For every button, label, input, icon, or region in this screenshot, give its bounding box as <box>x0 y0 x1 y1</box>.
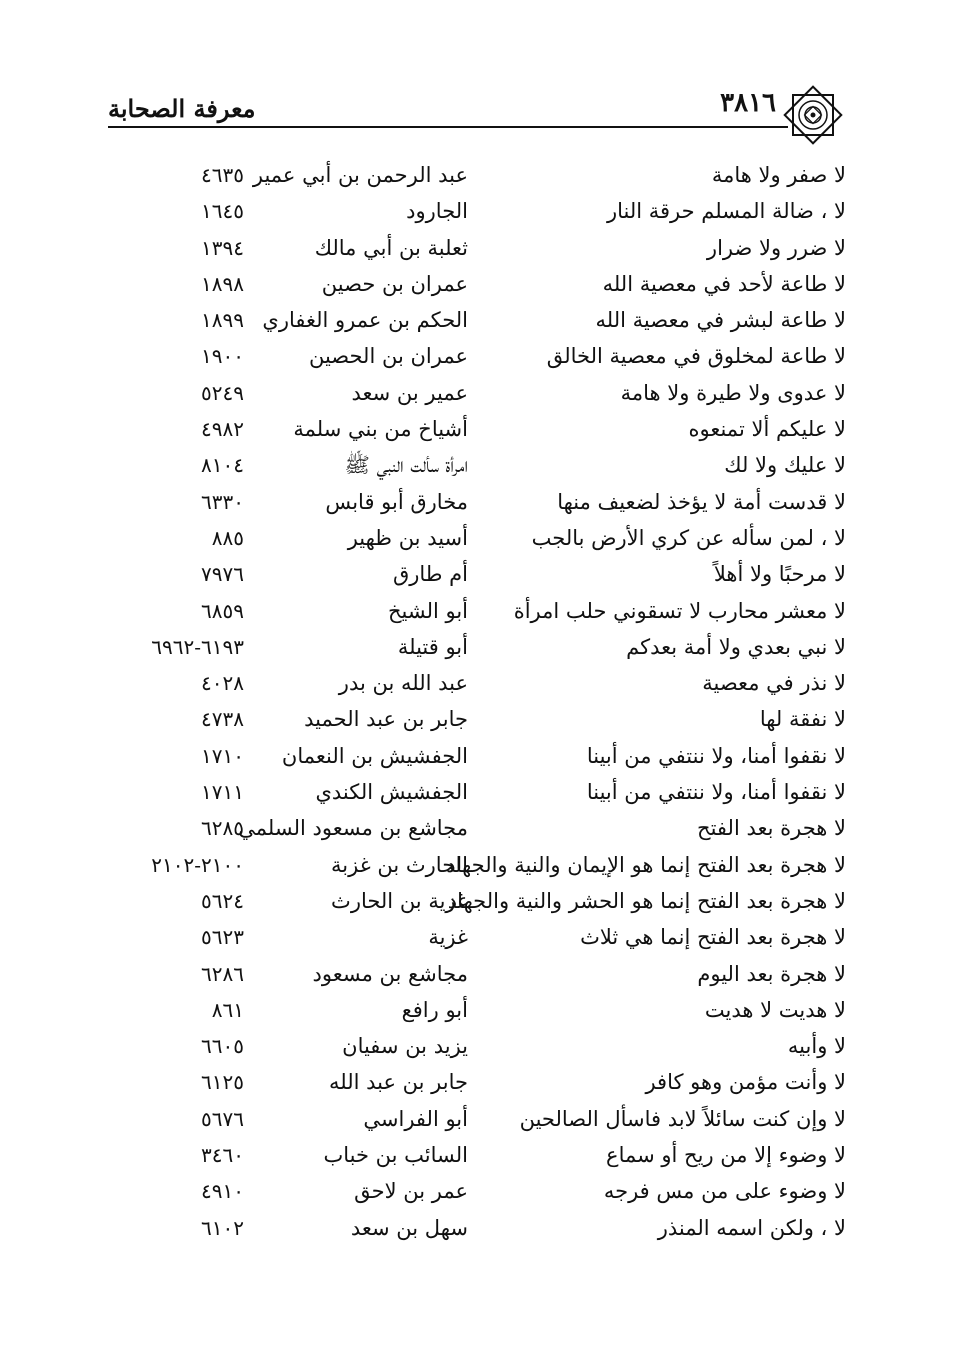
index-row <box>0 194 962 230</box>
index-row <box>0 1138 962 1174</box>
hadith-text: لا ، ضالة المسلم حرقة النار <box>606 199 846 224</box>
narrator-name: مجاشع بن مسعود <box>312 961 468 986</box>
index-row <box>0 1029 962 1065</box>
hadith-number: ١٧١١ <box>201 780 244 805</box>
narrator-name: عمير بن سعد <box>351 380 468 405</box>
narrator-name: أم طارق <box>392 562 468 587</box>
page-header <box>0 0 962 140</box>
hadith-text: لا نذر في معصية <box>702 671 846 696</box>
index-row <box>0 521 962 557</box>
hadith-number: ١٨٩٨ <box>201 271 244 296</box>
index-row <box>0 1102 962 1138</box>
hadith-text: لا عليكم ألا تمنعوه <box>688 417 846 442</box>
hadith-text: لا وضوء إلا من ريح أو سماع <box>606 1143 846 1168</box>
hadith-text: لا عدوى ولا طيرة ولا هامة <box>620 380 846 405</box>
hadith-number: ٦١٠٢ <box>201 1215 244 1240</box>
hadith-number: ٤٩١٠ <box>201 1179 244 1204</box>
narrator-name: مجاشع بن مسعود السلمي <box>238 816 468 841</box>
hadith-number: ٤٦٣٥ <box>201 163 244 187</box>
hadith-number: ٨٨٥ <box>211 525 244 550</box>
hadith-text: لا نقفوا أمنا، ولا ننتفي من أبينا <box>586 743 846 768</box>
narrator-name: جابر بن عبد الله <box>328 1070 468 1095</box>
narrator-name: أبو الفراسي <box>363 1106 468 1131</box>
narrator-name: الجارود <box>406 199 468 224</box>
narrator-name: غزية بن الحارث <box>331 888 468 913</box>
index-row <box>0 811 962 847</box>
hadith-number: ١٩٠٠ <box>201 344 244 369</box>
narrator-name: عبد الله بن بدر <box>338 671 468 696</box>
narrator-name: السائب بن خباب <box>323 1143 468 1168</box>
hadith-text: لا عليك ولا لك <box>724 453 846 478</box>
narrator-name: عمر بن لاحق <box>354 1179 468 1204</box>
index-row <box>0 993 962 1029</box>
hadith-text: لا طاعة لأحد في معصية الله <box>602 271 846 296</box>
hadith-number: ٦٢٨٦ <box>201 961 244 986</box>
hadith-number: ٦١٢٥ <box>201 1070 244 1095</box>
hadith-text: لا ، ولكن اسمه المنذر <box>657 1215 846 1240</box>
index-row <box>0 920 962 956</box>
index-row <box>0 267 962 303</box>
hadith-number: ٦٦٠٥ <box>201 1034 244 1059</box>
index-row <box>0 485 962 521</box>
islamic-star-ornament-icon <box>780 82 846 148</box>
index-row <box>0 1065 962 1101</box>
index-row <box>0 666 962 702</box>
narrator-name: سهل بن سعد <box>350 1215 468 1240</box>
index-row <box>0 376 962 412</box>
index-row <box>0 231 962 267</box>
hadith-text: لا وأنت مؤمن وهو كافر <box>645 1070 846 1095</box>
hadith-number: ٥٦٢٤ <box>201 888 244 913</box>
hadith-number: ٨٦١ <box>211 997 244 1022</box>
hadith-text: لا مرحبًا ولا أهلاً <box>713 562 846 587</box>
narrator-name: الحكم بن عمرو الغفاري <box>262 308 468 333</box>
narrator-name: امرأة سألت النبي ﷺ <box>344 453 468 478</box>
hadith-number: ٧٩٧٦ <box>201 562 244 587</box>
index-row <box>0 957 962 993</box>
index-row <box>0 775 962 811</box>
hadith-text: لا هديت لا هديت <box>704 997 846 1022</box>
hadith-number: ٥٦٢٣ <box>201 925 244 950</box>
hadith-number: ٥٦٧٦ <box>201 1106 244 1131</box>
index-row <box>0 557 962 593</box>
narrator-name: يزيد بن سفيان <box>342 1034 468 1059</box>
hadith-text: لا نبي بعدي ولا أمة بعدكم <box>626 634 846 659</box>
narrator-name: عمران بن حصين <box>321 271 468 296</box>
narrator-name: مخارق أبو قابس <box>325 489 468 514</box>
book-title: معرفة الصحابة <box>108 94 256 123</box>
narrator-name: الجفشيش الكندي <box>315 780 468 805</box>
narrator-name: الجفشيش بن النعمان <box>281 743 468 768</box>
hadith-text: لا طاعة لبشر في معصية الله <box>595 308 846 333</box>
index-row <box>0 158 962 194</box>
index-row <box>0 848 962 884</box>
narrator-name: أبو رافع <box>401 997 468 1022</box>
hadith-number: ٤٩٨٢ <box>201 417 244 442</box>
hadith-text: لا هجرة بعد الفتح <box>697 816 846 841</box>
hadith-text: لا طاعة لمخلوق في معصية الخالق <box>546 344 846 369</box>
index-row <box>0 739 962 775</box>
hadith-text: لا قدست أمة لا يؤخذ لضعيف منها <box>557 489 846 514</box>
hadith-number: ٨١٠٤ <box>201 453 244 478</box>
hadith-text: لا ، لمن سأله عن كري الأرض بالجب <box>531 525 846 550</box>
hadith-text: لا هجرة بعد الفتح إنما هو الإيمان والنية والجهاد <box>446 852 846 877</box>
hadith-number: ٦٨٥٩ <box>201 598 244 623</box>
index-row <box>0 594 962 630</box>
narrator-name: الحارث بن غزبة <box>331 852 468 877</box>
hadith-number: ٦١٩٣-٦٩٦٢ <box>151 634 244 659</box>
hadith-text: لا ضرر ولا ضرار <box>706 235 846 260</box>
hadith-text: لا هجرة بعد الفتح إنما هي ثلاث <box>580 925 846 950</box>
hadith-text: لا وإن كنت سائلاً لابد فاسأل الصالحين <box>519 1106 846 1131</box>
index-row <box>0 303 962 339</box>
narrator-name: أشياخ من بني سلمة <box>293 417 468 442</box>
hadith-number: ١٨٩٩ <box>201 308 244 333</box>
index-row <box>0 702 962 738</box>
page-number: ٣٨١٦ <box>720 88 776 118</box>
hadith-number: ٦٣٣٠ <box>201 489 244 514</box>
hadith-text: لا نفقة لها <box>759 707 846 732</box>
hadith-index-list <box>0 158 962 1247</box>
hadith-text: لا هجرة بعد الفتح إنما هو الحشر والنية والجهاد <box>447 888 846 913</box>
narrator-name: غزية <box>428 925 468 950</box>
narrator-name: ثعلبة بن أبي مالك <box>314 235 468 260</box>
narrator-name: أبو الشيخ <box>387 598 468 623</box>
hadith-number: ٤٧٣٨ <box>201 707 244 732</box>
hadith-text: لا صفر ولا هامة <box>711 163 846 187</box>
index-row <box>0 448 962 484</box>
hadith-text: لا وضوء على من مس فرجه <box>603 1179 846 1204</box>
hadith-number: ٤٠٢٨ <box>201 671 244 696</box>
hadith-number: ٣٤٦٠ <box>201 1143 244 1168</box>
hadith-text: لا هجرة بعد اليوم <box>697 961 846 986</box>
hadith-text: لا نقفوا أمنا، ولا ننتفي من أبينا <box>586 780 846 805</box>
narrator-name: جابر بن عبد الحميد <box>304 707 468 732</box>
index-row <box>0 884 962 920</box>
hadith-number: ٥٢٤٩ <box>201 380 244 405</box>
index-row <box>0 1174 962 1210</box>
index-row <box>0 339 962 375</box>
hadith-number: ١٣٩٤ <box>201 235 244 260</box>
narrator-name: عمران بن الحصين <box>308 344 468 369</box>
hadith-number: ١٦٤٥ <box>201 199 244 224</box>
header-divider <box>108 126 788 128</box>
narrator-name: أسيد بن ظهير <box>347 525 468 550</box>
hadith-text: لا معشر محارب لا تسقوني حلب امرأة <box>513 598 846 623</box>
index-row <box>0 1211 962 1247</box>
index-row <box>0 412 962 448</box>
narrator-name: أبو قتيلة <box>397 634 468 659</box>
hadith-number: ١٧١٠ <box>201 743 244 768</box>
hadith-number: ٦٢٨٥ <box>201 816 244 841</box>
hadith-text: لا وأبيه <box>787 1034 846 1059</box>
index-row <box>0 630 962 666</box>
hadith-number: ٢١٠٠-٢١٠٢ <box>151 852 244 877</box>
narrator-name: عبد الرحمن بن أبي عمير <box>252 163 468 187</box>
